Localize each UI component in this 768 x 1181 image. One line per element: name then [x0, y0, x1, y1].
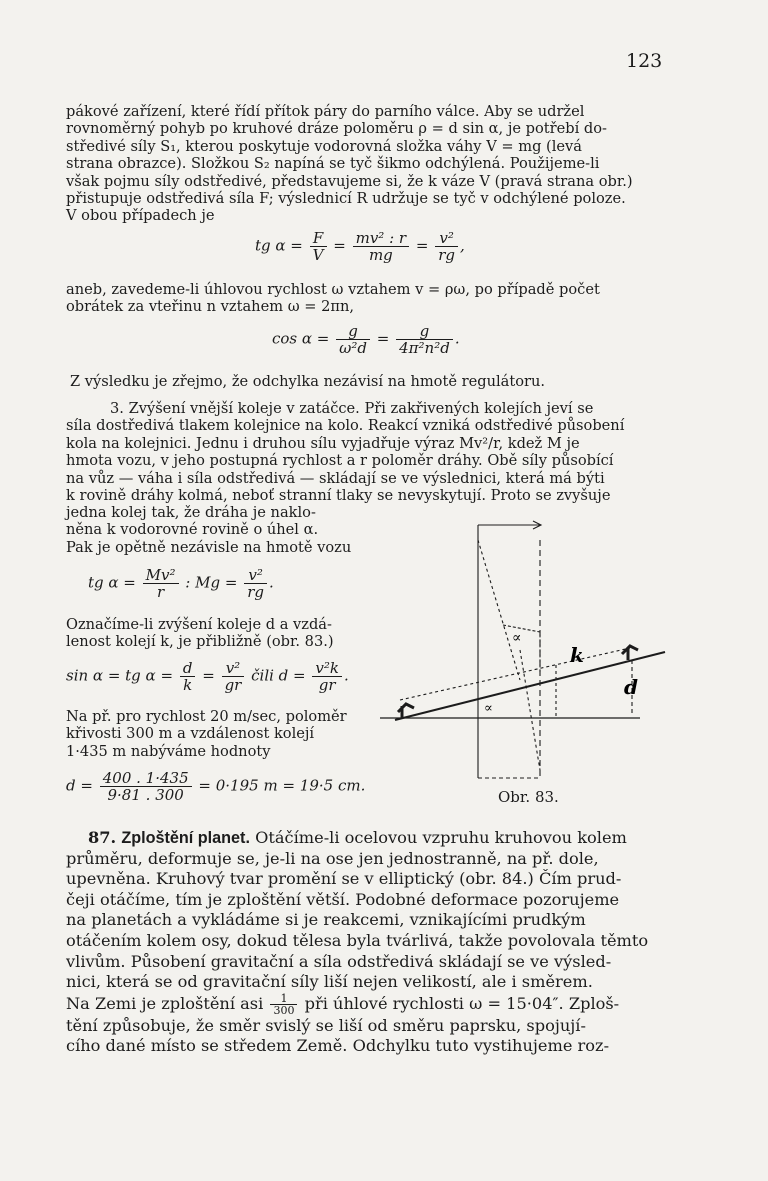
text-line: kola na kolejnici. Jednu i druhou sílu vyjadřuje výraz Mv²/r, kdež M je — [66, 434, 580, 452]
text-line-earth — [66, 993, 670, 1016]
page-number: 123 — [626, 50, 663, 72]
punct: . — [343, 666, 349, 685]
denominator: 4π²n²d — [399, 339, 450, 357]
numerator: 400 . 1·435 — [100, 770, 192, 787]
denominator: gr — [318, 676, 336, 694]
d-label: d — [624, 675, 638, 699]
rail-right-wheel — [622, 646, 638, 660]
text-line: aneb, zavedeme-li úhlovou rychlost ω vztahem v = ρω, po případě počet — [66, 281, 600, 298]
section-title: Zploštění planet. — [121, 829, 250, 847]
text-line: nici, která se od gravitační síly liší nejen velikostí, ale i směrem. — [66, 972, 593, 992]
formula-mid: čili d = — [251, 666, 306, 685]
formula-lhs: sin α = tg α = — [66, 666, 174, 685]
alpha-label-top: ∝ — [512, 630, 522, 646]
text-line: hmota vozu, v jeho postupná rychlost a r poloměr dráhy. Obě síly působící — [66, 452, 614, 470]
text-line: Označíme-li zvýšení koleje d a vzdá- — [66, 616, 332, 633]
k-label: k — [570, 643, 584, 667]
text-line: obrátek za vteřinu n vztahem ω = 2πn, — [66, 298, 355, 316]
text-line: na planetách a vykládáme si je reakcemi, vznikajícími prudkým — [66, 910, 586, 930]
text-line: cího dané místo se středem Země. Odchylku tuto vystihujeme roz- — [66, 1036, 610, 1056]
text-line: Z výsledku je zřejmo, že odchylka nezávisí na hmotě regulátoru. — [70, 373, 545, 390]
text-line: však pojmu síly odstředivé, představujeme si, že k váze V (pravá strana obr.) — [66, 172, 633, 190]
numerator: F — [310, 230, 327, 247]
punct: . — [268, 573, 274, 592]
text-line: jedna kolej tak, že dráha je naklo- — [66, 504, 316, 521]
formula-lhs: tg α = — [255, 236, 303, 255]
denominator: rg — [247, 583, 264, 601]
section-number: 87. — [88, 828, 117, 847]
text-line: něna k vodorovné rovině o úhel α. — [66, 521, 319, 539]
formula-mid: : Mg = — [185, 573, 238, 592]
formula-eq: = — [202, 666, 215, 685]
text-segment: při úhlové rychlosti ω = 15·04″. Zploš- — [304, 993, 620, 1013]
numerator: g — [396, 323, 453, 340]
text-line: otáčením kolem osy, dokud tělesa byla tvárlivá, takže povolovala těmto — [66, 930, 649, 950]
text-line: pákové zařízení, které řídí přítok páry do parního válce. Aby se udržel — [66, 103, 585, 120]
numerator: v² — [244, 567, 267, 584]
denominator: 9·81 . 300 — [107, 786, 184, 804]
text-line: Pak je opětně nezávisle na hmotě vozu — [66, 538, 352, 556]
section-heading-line — [66, 828, 670, 849]
numerator: 1 — [270, 993, 297, 1005]
formula-tail: = 0·195 m = 19·5 cm. — [198, 776, 366, 795]
numerator: d — [180, 660, 196, 677]
fig-line — [503, 625, 540, 672]
text-line: čeji otáčíme, tím je zploštění větší. Podobné deformace pozorujeme — [66, 889, 620, 909]
text-line: 1·435 m nabýváme hodnoty — [66, 742, 271, 760]
text-line: síla dostředivá tlakem kolejnice na kolo. Reakcí vzniká odstředivé působení — [66, 417, 625, 435]
fig-line — [400, 648, 630, 700]
numerator: v² — [435, 230, 458, 247]
numerator: v² — [222, 660, 245, 677]
punct: , — [459, 236, 465, 255]
section-87 — [66, 828, 670, 1057]
figure-caption: Obr. 83. — [498, 788, 559, 806]
text-line: rovnoměrný pohyb po kruhové dráze poloměru ρ = d sin α, je potřebí do- — [66, 120, 607, 138]
alpha-label-bottom: ∝ — [484, 701, 493, 716]
text-segment: Na Zemi je zploštění asi — [66, 993, 264, 1013]
fig-line — [520, 650, 540, 770]
formula-tg-alpha: tg α = $\frac{F}{V}$ = $\frac{\text{mv² : r}}{mg}$ = $\frac{\text{v²}}{rg}$ , — [255, 229, 465, 264]
numerator: g — [336, 323, 370, 340]
denominator: r — [157, 583, 165, 601]
formula-lhs: cos α = — [272, 329, 330, 348]
denominator: k — [183, 676, 193, 694]
formula-lhs: tg α = — [88, 573, 136, 592]
denominator: 300 — [273, 1003, 295, 1017]
formula-lhs: d = — [66, 776, 93, 795]
text-line: tění způsobuje, že směr svislý se liší od směru paprsku, spojují- — [66, 1015, 586, 1035]
text-line: strana obrazce). Složkou S₂ napíná se tyč šikmo odchýlená. Použijeme-li — [66, 155, 600, 173]
text-line: křivosti 300 m a vzdálenost kolejí — [66, 725, 315, 743]
text-line: průměru, deformuje se, je-li na ose jen jednostranně, na př. dole, — [66, 848, 599, 868]
punct: . — [454, 329, 460, 348]
denominator: V — [312, 246, 324, 264]
text-line: 3. Zvýšení vnější koleje v zatáčce. Při zakřivených kolejích jeví se — [110, 400, 594, 417]
fig-line — [478, 540, 520, 680]
formula-cos-alpha: cos α = $\frac{g}{\text{ω²d}}$ = $\frac{g}{\text{4π²n²d}}$ . — [272, 322, 460, 357]
denominator: ω²d — [339, 339, 368, 357]
text-line: na vůz — váha i síla odstředivá — skládají se ve výslednici, která má býti — [66, 469, 605, 487]
numerator: v²k — [312, 660, 342, 677]
text-line: V obou případech je — [66, 207, 215, 225]
text-line: vlivům. Působení gravitační a síla odstředivá skládají se ve výsled- — [66, 951, 612, 971]
fraction — [270, 993, 297, 1016]
text-line: Otáčíme-li ocelovou vzpruhu kruhovou kolem — [255, 828, 627, 847]
text-line: Na př. pro rychlost 20 m/sec, poloměr — [66, 708, 347, 725]
text-line: lenost kolejí k, je přibližně (obr. 83.) — [66, 633, 334, 651]
numerator: mv² : r — [353, 230, 409, 247]
text-line: k rovině dráhy kolmá, neboť stranní tlaky se nevyskytují. Proto se zvyšuje — [66, 487, 611, 505]
text-line: přistupuje odstředivá síla F; výslednicí R udržuje se tyč v odchýlené poloze. — [66, 190, 626, 208]
denominator: rg — [438, 246, 455, 264]
denominator: mg — [368, 246, 393, 264]
text-line: středivé síly S₁, kterou poskytuje vodorovná složka váhy V = mg (levá — [66, 137, 582, 155]
denominator: gr — [224, 676, 242, 694]
text-line: upevněna. Kruhový tvar promění se v elliptický (obr. 84.) Čím prud- — [66, 869, 622, 889]
numerator: Mv² — [143, 567, 179, 584]
